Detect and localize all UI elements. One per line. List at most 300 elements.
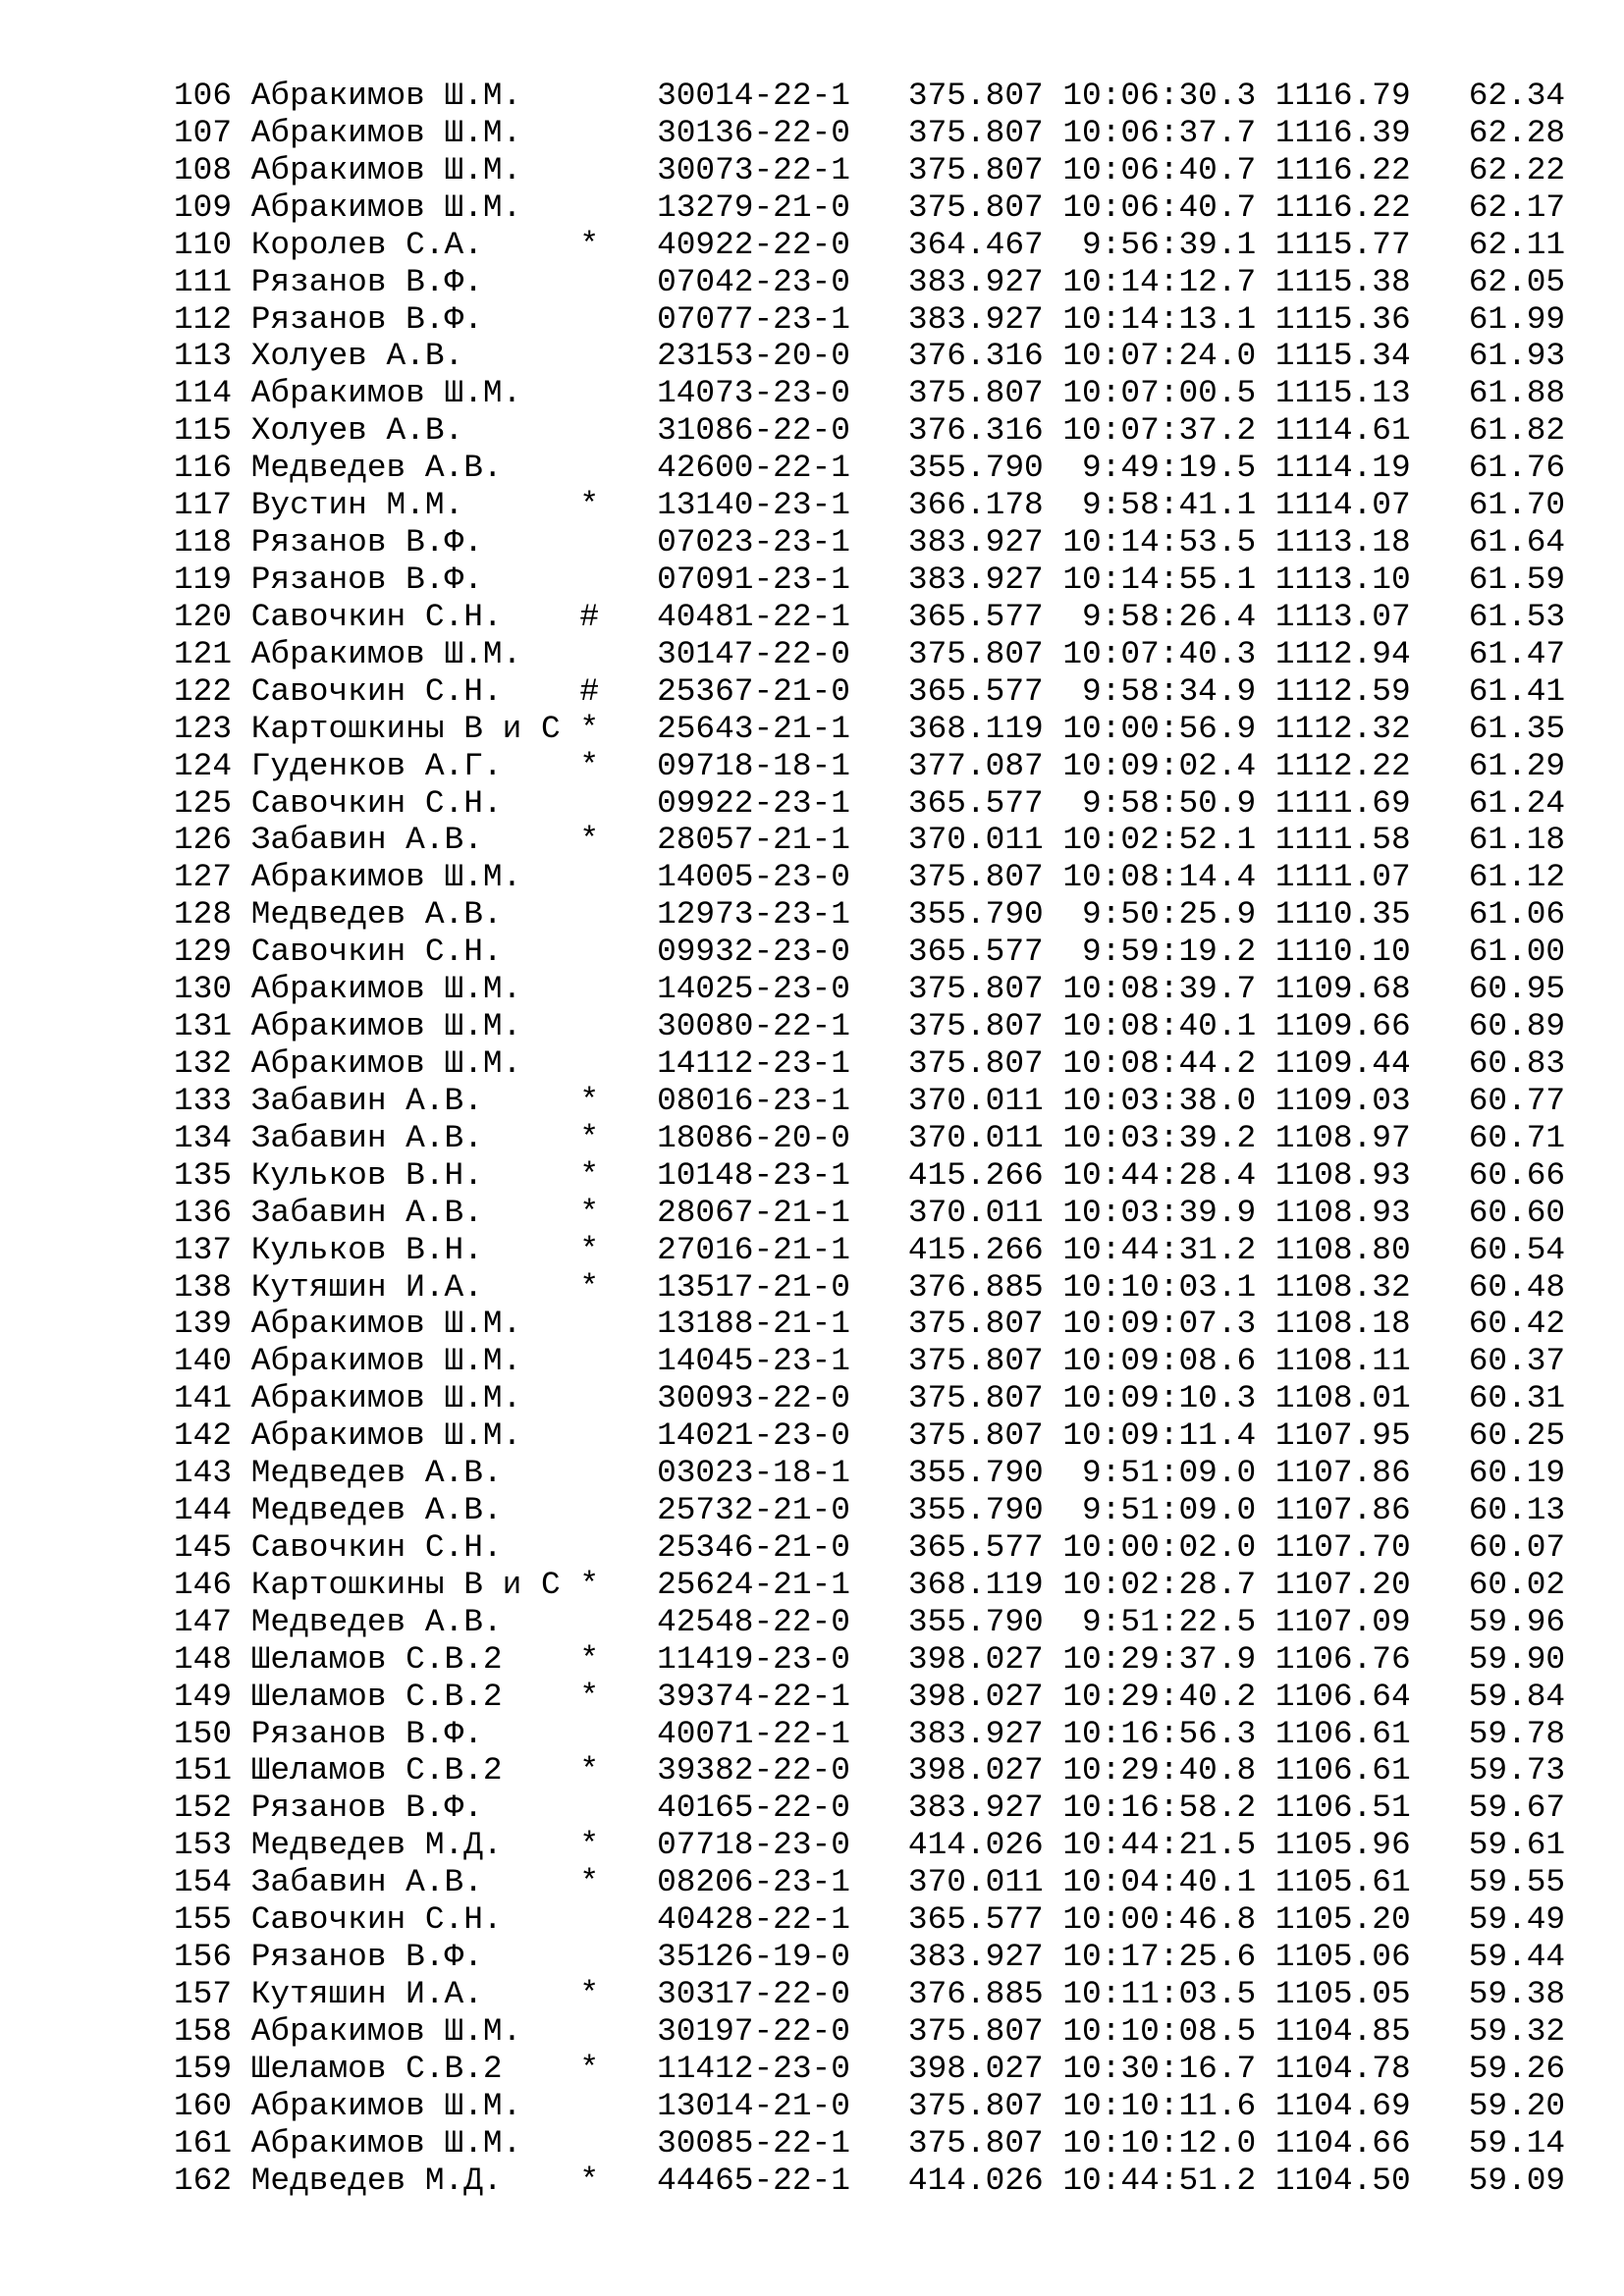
cell-speed: 1105.96 bbox=[1274, 1827, 1469, 1864]
cell-points: 61.18 bbox=[1468, 822, 1566, 859]
cell-distance: 365.577 bbox=[907, 598, 1063, 635]
cell-ring: 03023-18-1 bbox=[657, 1455, 908, 1492]
cell-points: 61.70 bbox=[1468, 487, 1566, 524]
cell-ring: 12973-23-1 bbox=[657, 896, 908, 934]
cell-points: 59.96 bbox=[1468, 1603, 1566, 1640]
cell-name: Медведев А.В. bbox=[250, 1455, 580, 1492]
cell-name: Абракимов Ш.М. bbox=[250, 188, 580, 226]
cell-mark: # bbox=[579, 672, 658, 710]
table-row bbox=[174, 1679, 1565, 1716]
cell-place: 109 bbox=[174, 188, 251, 226]
cell-speed: 1112.32 bbox=[1274, 710, 1469, 747]
cell-name: Рязанов В.Ф. bbox=[250, 1789, 580, 1827]
cell-mark bbox=[579, 1716, 657, 1752]
cell-time: 10:29:40.8 bbox=[1062, 1752, 1275, 1789]
cell-ring: 10148-23-1 bbox=[657, 1156, 908, 1194]
table-row bbox=[174, 1529, 1565, 1567]
cell-mark bbox=[579, 450, 657, 486]
cell-name: Медведев А.В. bbox=[250, 1492, 580, 1529]
cell-speed: 1111.58 bbox=[1274, 822, 1469, 859]
cell-place: 143 bbox=[174, 1455, 251, 1492]
cell-place: 108 bbox=[174, 151, 251, 188]
cell-place: 120 bbox=[174, 598, 251, 635]
cell-place: 126 bbox=[174, 822, 251, 859]
cell-time: 9:49:19.5 bbox=[1062, 450, 1275, 487]
cell-ring: 09932-23-0 bbox=[657, 934, 908, 971]
cell-speed: 1106.61 bbox=[1274, 1752, 1469, 1789]
table-row bbox=[174, 264, 1565, 301]
cell-speed: 1116.22 bbox=[1274, 188, 1469, 226]
cell-points: 62.05 bbox=[1468, 263, 1566, 300]
cell-place: 115 bbox=[174, 412, 251, 450]
cell-distance: 375.807 bbox=[907, 188, 1063, 226]
cell-points: 61.53 bbox=[1468, 598, 1566, 635]
table-row bbox=[174, 2051, 1565, 2088]
cell-points: 60.48 bbox=[1468, 1268, 1566, 1306]
cell-mark: * bbox=[579, 1082, 658, 1119]
table-row bbox=[174, 1492, 1565, 1529]
cell-ring: 13140-23-1 bbox=[657, 487, 908, 524]
cell-speed: 1116.22 bbox=[1274, 151, 1469, 188]
cell-name: Абракимов Ш.М. bbox=[250, 151, 580, 188]
cell-distance: 355.790 bbox=[907, 896, 1063, 934]
cell-name: Абракимов Ш.М. bbox=[250, 1306, 580, 1343]
cell-points: 61.12 bbox=[1468, 859, 1566, 896]
cell-distance: 383.927 bbox=[907, 300, 1063, 338]
cell-mark bbox=[579, 1380, 657, 1416]
cell-name: Рязанов В.Ф. bbox=[250, 1939, 580, 1976]
cell-ring: 30093-22-0 bbox=[657, 1380, 908, 1417]
cell-mark bbox=[579, 1901, 657, 1938]
cell-name: Рязанов В.Ф. bbox=[250, 561, 580, 598]
cell-distance: 415.266 bbox=[907, 1156, 1063, 1194]
cell-time: 10:29:37.9 bbox=[1062, 1640, 1275, 1678]
cell-distance: 370.011 bbox=[907, 1082, 1063, 1119]
cell-distance: 398.027 bbox=[907, 1752, 1063, 1789]
cell-speed: 1115.38 bbox=[1274, 263, 1469, 300]
cell-mark: * bbox=[579, 1231, 658, 1268]
cell-time: 10:14:13.1 bbox=[1062, 300, 1275, 338]
cell-distance: 355.790 bbox=[907, 1492, 1063, 1529]
cell-points: 60.13 bbox=[1468, 1492, 1566, 1529]
cell-distance: 376.885 bbox=[907, 1268, 1063, 1306]
cell-ring: 09718-18-1 bbox=[657, 747, 908, 784]
cell-speed: 1108.01 bbox=[1274, 1380, 1469, 1417]
cell-place: 145 bbox=[174, 1528, 251, 1566]
cell-distance: 365.577 bbox=[907, 934, 1063, 971]
cell-speed: 1106.64 bbox=[1274, 1678, 1469, 1715]
cell-speed: 1106.51 bbox=[1274, 1789, 1469, 1827]
cell-time: 10:10:11.6 bbox=[1062, 2087, 1275, 2124]
cell-distance: 375.807 bbox=[907, 1008, 1063, 1045]
cell-name: Забавин А.В. bbox=[250, 822, 580, 859]
cell-time: 10:08:39.7 bbox=[1062, 971, 1275, 1008]
cell-time: 10:10:03.1 bbox=[1062, 1268, 1275, 1306]
cell-name: Абракимов Ш.М. bbox=[250, 78, 580, 114]
cell-speed: 1116.39 bbox=[1274, 114, 1469, 151]
cell-distance: 355.790 bbox=[907, 1455, 1063, 1492]
cell-time: 10:03:38.0 bbox=[1062, 1082, 1275, 1119]
cell-time: 10:03:39.9 bbox=[1062, 1194, 1275, 1231]
cell-place: 110 bbox=[174, 226, 251, 263]
cell-name: Шеламов С.В.2 bbox=[250, 1678, 580, 1715]
cell-speed: 1114.07 bbox=[1274, 487, 1469, 524]
cell-speed: 1115.36 bbox=[1274, 300, 1469, 338]
cell-mark: * bbox=[579, 1864, 658, 1901]
cell-speed: 1112.59 bbox=[1274, 672, 1469, 710]
cell-ring: 28057-21-1 bbox=[657, 822, 908, 859]
cell-ring: 30080-22-1 bbox=[657, 1008, 908, 1045]
cell-place: 119 bbox=[174, 561, 251, 598]
cell-name: Шеламов С.В.2 bbox=[250, 1640, 580, 1678]
cell-name: Забавин А.В. bbox=[250, 1194, 580, 1231]
cell-time: 10:44:28.4 bbox=[1062, 1156, 1275, 1194]
cell-speed: 1108.93 bbox=[1274, 1194, 1469, 1231]
cell-points: 59.49 bbox=[1468, 1901, 1566, 1939]
cell-time: 10:07:24.0 bbox=[1062, 338, 1275, 375]
cell-place: 154 bbox=[174, 1864, 251, 1901]
cell-ring: 27016-21-1 bbox=[657, 1231, 908, 1268]
cell-points: 59.14 bbox=[1468, 2124, 1566, 2162]
cell-points: 60.31 bbox=[1468, 1380, 1566, 1417]
cell-place: 142 bbox=[174, 1417, 251, 1455]
cell-ring: 39374-22-1 bbox=[657, 1678, 908, 1715]
cell-mark bbox=[579, 1492, 657, 1528]
cell-ring: 11419-23-0 bbox=[657, 1640, 908, 1678]
cell-distance: 375.807 bbox=[907, 114, 1063, 151]
cell-name: Абракимов Ш.М. bbox=[250, 114, 580, 151]
cell-time: 10:44:31.2 bbox=[1062, 1231, 1275, 1268]
cell-mark bbox=[579, 524, 657, 561]
cell-points: 59.20 bbox=[1468, 2087, 1566, 2124]
cell-mark: * bbox=[579, 2162, 658, 2199]
table-row bbox=[174, 1269, 1565, 1307]
table-row bbox=[174, 934, 1565, 971]
cell-speed: 1104.85 bbox=[1274, 2012, 1469, 2050]
cell-mark: * bbox=[579, 1194, 658, 1231]
cell-name: Савочкин С.Н. bbox=[250, 672, 580, 710]
cell-points: 60.25 bbox=[1468, 1417, 1566, 1455]
cell-speed: 1107.09 bbox=[1274, 1603, 1469, 1640]
cell-points: 60.66 bbox=[1468, 1156, 1566, 1194]
cell-mark bbox=[579, 1789, 657, 1826]
cell-ring: 30197-22-0 bbox=[657, 2012, 908, 2050]
cell-ring: 07042-23-0 bbox=[657, 263, 908, 300]
cell-speed: 1115.13 bbox=[1274, 375, 1469, 412]
cell-speed: 1106.76 bbox=[1274, 1640, 1469, 1678]
cell-ring: 14025-23-0 bbox=[657, 971, 908, 1008]
cell-points: 59.84 bbox=[1468, 1678, 1566, 1715]
cell-place: 162 bbox=[174, 2162, 251, 2199]
cell-points: 59.73 bbox=[1468, 1752, 1566, 1789]
cell-mark: * bbox=[579, 1752, 658, 1789]
cell-distance: 375.807 bbox=[907, 859, 1063, 896]
cell-place: 144 bbox=[174, 1492, 251, 1529]
cell-time: 10:29:40.2 bbox=[1062, 1678, 1275, 1715]
cell-points: 61.24 bbox=[1468, 784, 1566, 822]
cell-speed: 1105.06 bbox=[1274, 1939, 1469, 1976]
cell-mark bbox=[579, 189, 657, 226]
cell-distance: 375.807 bbox=[907, 2012, 1063, 2050]
table-row bbox=[174, 896, 1565, 934]
table-row bbox=[174, 636, 1565, 673]
cell-name: Картошкины В и С bbox=[250, 710, 580, 747]
table-row bbox=[174, 2163, 1565, 2200]
cell-speed: 1110.10 bbox=[1274, 934, 1469, 971]
cell-speed: 1107.20 bbox=[1274, 1566, 1469, 1603]
cell-place: 114 bbox=[174, 375, 251, 412]
cell-time: 10:09:10.3 bbox=[1062, 1380, 1275, 1417]
cell-name: Холуев А.В. bbox=[250, 338, 580, 375]
cell-speed: 1109.66 bbox=[1274, 1008, 1469, 1045]
cell-distance: 375.807 bbox=[907, 1343, 1063, 1380]
cell-points: 61.64 bbox=[1468, 524, 1566, 561]
cell-speed: 1105.05 bbox=[1274, 1976, 1469, 2013]
cell-place: 129 bbox=[174, 934, 251, 971]
cell-ring: 40428-22-1 bbox=[657, 1901, 908, 1939]
cell-points: 59.26 bbox=[1468, 2050, 1566, 2087]
cell-name: Абракимов Ш.М. bbox=[250, 2087, 580, 2124]
cell-points: 60.42 bbox=[1468, 1306, 1566, 1343]
cell-time: 10:07:00.5 bbox=[1062, 375, 1275, 412]
cell-points: 60.19 bbox=[1468, 1455, 1566, 1492]
cell-distance: 375.807 bbox=[907, 1044, 1063, 1082]
cell-points: 59.67 bbox=[1468, 1789, 1566, 1827]
cell-distance: 376.316 bbox=[907, 338, 1063, 375]
cell-points: 59.61 bbox=[1468, 1827, 1566, 1864]
cell-mark bbox=[579, 1008, 657, 1044]
table-row bbox=[174, 2125, 1565, 2163]
table-row bbox=[174, 115, 1565, 152]
cell-ring: 30085-22-1 bbox=[657, 2124, 908, 2162]
cell-points: 60.02 bbox=[1468, 1566, 1566, 1603]
cell-place: 138 bbox=[174, 1268, 251, 1306]
cell-time: 10:06:37.7 bbox=[1062, 114, 1275, 151]
cell-time: 10:00:02.0 bbox=[1062, 1528, 1275, 1566]
table-row bbox=[174, 338, 1565, 375]
cell-mark bbox=[579, 264, 657, 300]
cell-time: 10:11:03.5 bbox=[1062, 1976, 1275, 2013]
cell-points: 59.38 bbox=[1468, 1976, 1566, 2013]
cell-points: 59.44 bbox=[1468, 1939, 1566, 1976]
cell-time: 10:16:58.2 bbox=[1062, 1789, 1275, 1827]
cell-time: 10:02:28.7 bbox=[1062, 1566, 1275, 1603]
cell-name: Шеламов С.В.2 bbox=[250, 2050, 580, 2087]
cell-time: 10:08:14.4 bbox=[1062, 859, 1275, 896]
cell-speed: 1113.10 bbox=[1274, 561, 1469, 598]
cell-name: Абракимов Ш.М. bbox=[250, 2124, 580, 2162]
cell-time: 9:50:25.9 bbox=[1062, 896, 1275, 934]
cell-speed: 1106.61 bbox=[1274, 1715, 1469, 1752]
cell-place: 147 bbox=[174, 1603, 251, 1640]
cell-mark: * bbox=[579, 822, 658, 859]
cell-name: Кульков В.Н. bbox=[250, 1231, 580, 1268]
cell-distance: 383.927 bbox=[907, 1715, 1063, 1752]
table-row bbox=[174, 1380, 1565, 1417]
table-row bbox=[174, 1306, 1565, 1343]
cell-place: 136 bbox=[174, 1194, 251, 1231]
cell-points: 60.77 bbox=[1468, 1082, 1566, 1119]
cell-mark bbox=[579, 115, 657, 151]
cell-distance: 383.927 bbox=[907, 1939, 1063, 1976]
cell-name: Савочкин С.Н. bbox=[250, 934, 580, 971]
cell-time: 9:51:09.0 bbox=[1062, 1455, 1275, 1492]
cell-time: 10:06:30.3 bbox=[1062, 78, 1275, 114]
cell-mark: * bbox=[579, 487, 658, 524]
cell-name: Медведев М.Д. bbox=[250, 2162, 580, 2199]
table-row bbox=[174, 412, 1565, 450]
cell-speed: 1113.18 bbox=[1274, 524, 1469, 561]
cell-ring: 14021-23-0 bbox=[657, 1417, 908, 1455]
cell-points: 59.78 bbox=[1468, 1715, 1566, 1752]
cell-name: Холуев А.В. bbox=[250, 412, 580, 450]
cell-speed: 1107.86 bbox=[1274, 1492, 1469, 1529]
cell-points: 61.82 bbox=[1468, 412, 1566, 450]
cell-place: 111 bbox=[174, 263, 251, 300]
cell-distance: 364.467 bbox=[907, 226, 1063, 263]
cell-mark bbox=[579, 1306, 657, 1342]
cell-place: 132 bbox=[174, 1044, 251, 1082]
cell-place: 121 bbox=[174, 635, 251, 672]
cell-ring: 07023-23-1 bbox=[657, 524, 908, 561]
table-row bbox=[174, 561, 1565, 599]
cell-speed: 1110.35 bbox=[1274, 896, 1469, 934]
cell-mark bbox=[579, 1604, 657, 1640]
cell-mark bbox=[579, 934, 657, 970]
cell-mark bbox=[579, 301, 657, 338]
cell-distance: 375.807 bbox=[907, 1306, 1063, 1343]
cell-points: 61.99 bbox=[1468, 300, 1566, 338]
cell-distance: 383.927 bbox=[907, 561, 1063, 598]
cell-place: 118 bbox=[174, 524, 251, 561]
cell-name: Абракимов Ш.М. bbox=[250, 1008, 580, 1045]
cell-distance: 398.027 bbox=[907, 1640, 1063, 1678]
table-row bbox=[174, 1417, 1565, 1455]
cell-mark: * bbox=[579, 1640, 658, 1678]
cell-time: 10:00:46.8 bbox=[1062, 1901, 1275, 1939]
cell-points: 61.93 bbox=[1468, 338, 1566, 375]
cell-time: 10:14:12.7 bbox=[1062, 263, 1275, 300]
cell-name: Абракимов Ш.М. bbox=[250, 1380, 580, 1417]
cell-speed: 1114.61 bbox=[1274, 412, 1469, 450]
cell-distance: 383.927 bbox=[907, 524, 1063, 561]
cell-distance: 375.807 bbox=[907, 971, 1063, 1008]
cell-points: 62.11 bbox=[1468, 226, 1566, 263]
cell-mark: * bbox=[579, 710, 658, 747]
cell-mark bbox=[579, 2013, 657, 2050]
cell-speed: 1108.97 bbox=[1274, 1119, 1469, 1156]
cell-time: 9:58:26.4 bbox=[1062, 598, 1275, 635]
cell-name: Абракимов Ш.М. bbox=[250, 635, 580, 672]
cell-distance: 398.027 bbox=[907, 2050, 1063, 2087]
cell-ring: 13279-21-0 bbox=[657, 188, 908, 226]
cell-time: 10:44:21.5 bbox=[1062, 1827, 1275, 1864]
cell-time: 10:16:56.3 bbox=[1062, 1715, 1275, 1752]
cell-distance: 370.011 bbox=[907, 1119, 1063, 1156]
cell-distance: 368.119 bbox=[907, 1566, 1063, 1603]
cell-points: 60.71 bbox=[1468, 1119, 1566, 1156]
table-row bbox=[174, 2013, 1565, 2051]
table-row bbox=[174, 1232, 1565, 1269]
table-row bbox=[174, 599, 1565, 636]
cell-points: 61.06 bbox=[1468, 896, 1566, 934]
table-row bbox=[174, 152, 1565, 189]
table-row bbox=[174, 859, 1565, 896]
cell-time: 9:51:22.5 bbox=[1062, 1603, 1275, 1640]
cell-ring: 13014-21-0 bbox=[657, 2087, 908, 2124]
results-table bbox=[174, 78, 1565, 2200]
cell-ring: 30073-22-1 bbox=[657, 151, 908, 188]
table-row bbox=[174, 971, 1565, 1008]
cell-ring: 18086-20-0 bbox=[657, 1119, 908, 1156]
cell-speed: 1104.66 bbox=[1274, 2124, 1469, 2162]
table-row bbox=[174, 1045, 1565, 1083]
cell-mark bbox=[579, 412, 657, 449]
table-row bbox=[174, 1976, 1565, 2013]
cell-ring: 23153-20-0 bbox=[657, 338, 908, 375]
cell-ring: 44465-22-1 bbox=[657, 2162, 908, 2199]
cell-name: Абракимов Ш.М. bbox=[250, 971, 580, 1008]
cell-time: 10:04:40.1 bbox=[1062, 1864, 1275, 1901]
cell-name: Рязанов В.Ф. bbox=[250, 300, 580, 338]
cell-speed: 1107.95 bbox=[1274, 1417, 1469, 1455]
cell-points: 62.34 bbox=[1468, 78, 1566, 114]
cell-time: 10:10:12.0 bbox=[1062, 2124, 1275, 2162]
table-row bbox=[174, 524, 1565, 561]
cell-mark bbox=[579, 636, 657, 672]
table-row bbox=[174, 78, 1565, 115]
cell-place: 106 bbox=[174, 78, 251, 114]
cell-ring: 40922-22-0 bbox=[657, 226, 908, 263]
cell-place: 125 bbox=[174, 784, 251, 822]
cell-place: 157 bbox=[174, 1976, 251, 2013]
table-row bbox=[174, 822, 1565, 859]
cell-name: Абракимов Ш.М. bbox=[250, 859, 580, 896]
cell-time: 9:59:19.2 bbox=[1062, 934, 1275, 971]
cell-speed: 1111.07 bbox=[1274, 859, 1469, 896]
cell-speed: 1105.20 bbox=[1274, 1901, 1469, 1939]
cell-time: 10:17:25.6 bbox=[1062, 1939, 1275, 1976]
cell-place: 146 bbox=[174, 1566, 251, 1603]
cell-time: 10:06:40.7 bbox=[1062, 151, 1275, 188]
cell-place: 140 bbox=[174, 1343, 251, 1380]
cell-place: 160 bbox=[174, 2087, 251, 2124]
cell-name: Картошкины В и С bbox=[250, 1566, 580, 1603]
cell-distance: 375.807 bbox=[907, 635, 1063, 672]
cell-ring: 25624-21-1 bbox=[657, 1566, 908, 1603]
cell-points: 61.29 bbox=[1468, 747, 1566, 784]
cell-speed: 1104.69 bbox=[1274, 2087, 1469, 2124]
cell-time: 10:07:40.3 bbox=[1062, 635, 1275, 672]
cell-mark bbox=[579, 2088, 657, 2124]
cell-place: 156 bbox=[174, 1939, 251, 1976]
cell-place: 159 bbox=[174, 2050, 251, 2087]
table-row bbox=[174, 375, 1565, 412]
cell-speed: 1104.78 bbox=[1274, 2050, 1469, 2087]
cell-mark bbox=[579, 1529, 657, 1566]
cell-name: Забавин А.В. bbox=[250, 1082, 580, 1119]
table-row bbox=[174, 1083, 1565, 1120]
cell-time: 10:08:40.1 bbox=[1062, 1008, 1275, 1045]
table-row bbox=[174, 673, 1565, 711]
cell-mark bbox=[579, 785, 657, 822]
cell-distance: 365.577 bbox=[907, 1901, 1063, 1939]
cell-name: Абракимов Ш.М. bbox=[250, 1417, 580, 1455]
cell-ring: 25367-21-0 bbox=[657, 672, 908, 710]
cell-time: 10:09:08.6 bbox=[1062, 1343, 1275, 1380]
cell-speed: 1105.61 bbox=[1274, 1864, 1469, 1901]
cell-ring: 07077-23-1 bbox=[657, 300, 908, 338]
